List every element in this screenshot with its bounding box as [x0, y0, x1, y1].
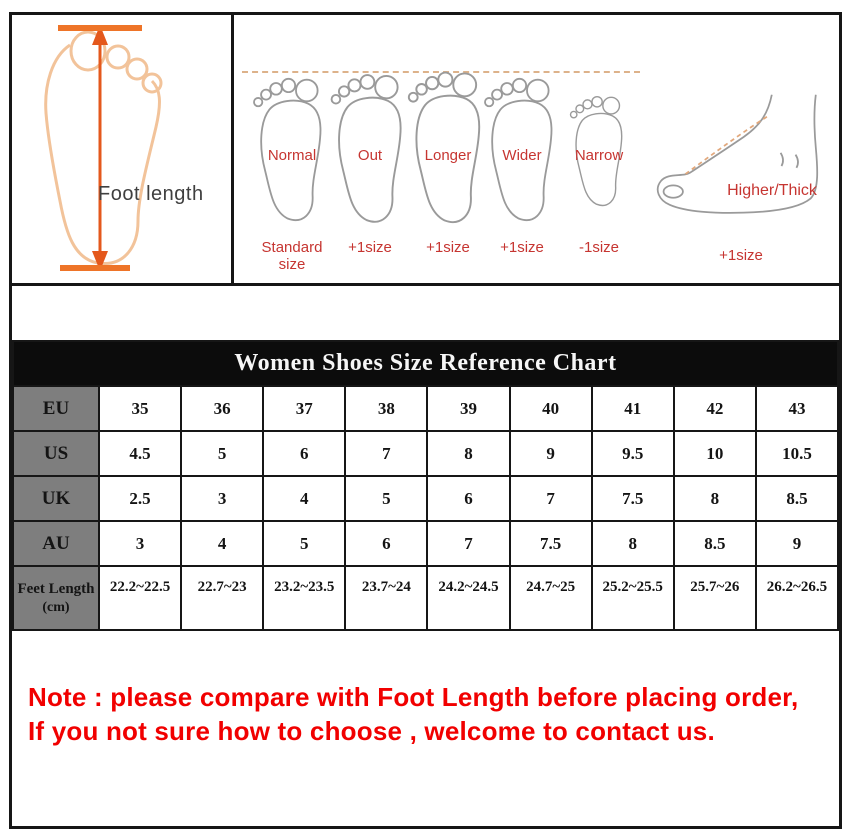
table-title: Women Shoes Size Reference Chart	[13, 341, 838, 386]
note-text	[12, 631, 839, 749]
cell: 39	[427, 386, 509, 431]
fit-label: Normal	[267, 147, 317, 164]
cell: 7.5	[510, 521, 592, 566]
table-title-row	[13, 341, 838, 386]
fit-size: +1size	[719, 247, 763, 264]
cell: 9.5	[592, 431, 674, 476]
fit-guide	[234, 15, 839, 283]
cell: 8	[427, 431, 509, 476]
foot-side-view-icon	[646, 93, 836, 225]
fit-item-higher-thick	[646, 93, 836, 273]
table-row-us	[13, 431, 838, 476]
cell: 4	[181, 521, 263, 566]
cell: 23.7~24	[345, 566, 427, 630]
cell: 36	[181, 386, 263, 431]
fit-item-wider	[475, 73, 569, 273]
size-chart-table	[12, 340, 839, 631]
fit-label: Narrow	[574, 147, 624, 164]
row-label: AU	[13, 521, 99, 566]
cell: 5	[345, 476, 427, 521]
fit-item-out	[324, 69, 416, 269]
fit-label: Higher/Thick	[727, 182, 817, 199]
cell: 22.2~22.5	[99, 566, 181, 630]
cell: 43	[756, 386, 838, 431]
cell: 5	[181, 431, 263, 476]
foot-length-label: Foot length	[98, 183, 204, 205]
cell: 6	[263, 431, 345, 476]
cell: 24.2~24.5	[427, 566, 509, 630]
cell: 22.7~23	[181, 566, 263, 630]
cell: 25.7~26	[674, 566, 756, 630]
foot-length-diagram	[12, 15, 234, 283]
size-guide-image	[9, 12, 842, 829]
cell: 42	[674, 386, 756, 431]
note-line-2: If you not sure how to choose , welcome to contact us.	[28, 715, 715, 746]
cell: 7.5	[592, 476, 674, 521]
cell: 3	[181, 476, 263, 521]
fit-size: +1size	[500, 239, 544, 256]
table-row-uk	[13, 476, 838, 521]
diagram-section	[12, 15, 839, 286]
cell: 8	[674, 476, 756, 521]
cell: 26.2~26.5	[756, 566, 838, 630]
cell: 4	[263, 476, 345, 521]
fit-size: +1size	[426, 239, 470, 256]
fit-size: +1size	[348, 239, 392, 256]
cell: 9	[510, 431, 592, 476]
cell: 8.5	[756, 476, 838, 521]
row-label: Feet Length (cm)	[13, 566, 99, 630]
table-row-au	[13, 521, 838, 566]
cell: 6	[427, 476, 509, 521]
cell: 23.2~23.5	[263, 566, 345, 630]
fit-label: Out	[357, 147, 383, 164]
row-label: EU	[13, 386, 99, 431]
spacer	[12, 286, 839, 340]
table-row-eu	[13, 386, 838, 431]
cell: 8.5	[674, 521, 756, 566]
row-label: UK	[13, 476, 99, 521]
note-line-1: Note : please compare with Foot Length before placing order,	[28, 682, 799, 712]
row-label: US	[13, 431, 99, 476]
cell: 2.5	[99, 476, 181, 521]
fit-item-narrow	[564, 73, 634, 273]
cell: 9	[756, 521, 838, 566]
fit-label: Wider	[502, 147, 542, 164]
cell: 7	[510, 476, 592, 521]
cell: 38	[345, 386, 427, 431]
cell: 4.5	[99, 431, 181, 476]
cell: 10.5	[756, 431, 838, 476]
cell: 37	[263, 386, 345, 431]
cell: 6	[345, 521, 427, 566]
cell: 10	[674, 431, 756, 476]
table-row-feet-length	[13, 566, 838, 630]
fit-size: -1size	[578, 239, 619, 256]
cell: 24.7~25	[510, 566, 592, 630]
fit-size: Standard size	[261, 239, 323, 274]
cell: 3	[99, 521, 181, 566]
cell: 35	[99, 386, 181, 431]
cell: 25.2~25.5	[592, 566, 674, 630]
foot-measure-icon	[30, 21, 190, 273]
cell: 8	[592, 521, 674, 566]
cell: 40	[510, 386, 592, 431]
fit-label: Longer	[424, 147, 472, 164]
cell: 5	[263, 521, 345, 566]
cell: 41	[592, 386, 674, 431]
cell: 7	[345, 431, 427, 476]
cell: 7	[427, 521, 509, 566]
